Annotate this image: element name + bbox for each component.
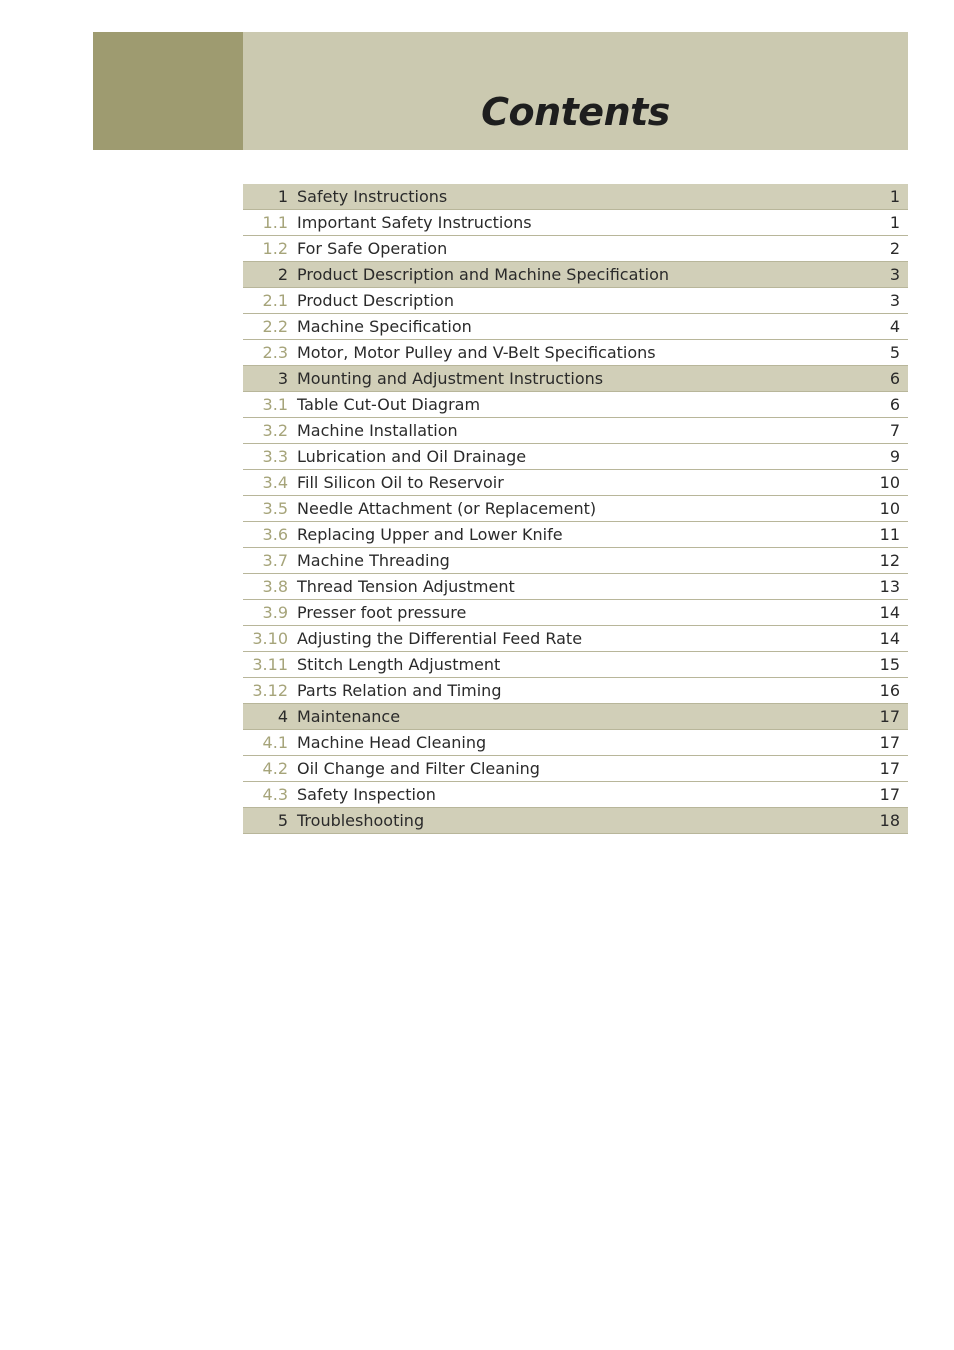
toc-entry-page[interactable]: 10 (879, 499, 900, 518)
toc-entry-number: 3.1 (262, 395, 288, 414)
toc-entry-title[interactable]: Parts Relation and Timing (297, 681, 502, 700)
toc-section-row[interactable] (243, 574, 908, 600)
toc-entry-page[interactable]: 18 (879, 811, 900, 830)
toc-entry-title[interactable]: Mounting and Adjustment Instructions (297, 369, 604, 388)
toc-section-row[interactable] (243, 730, 908, 756)
toc-entry-number: 3.4 (262, 473, 288, 492)
toc-entry-number: 2.1 (262, 291, 288, 310)
toc-entry-page[interactable]: 14 (879, 603, 900, 622)
toc-entry-page[interactable]: 5 (889, 343, 900, 362)
toc-entry-page[interactable]: 12 (879, 551, 900, 570)
toc-section-row[interactable] (243, 678, 908, 704)
toc-entry-page[interactable]: 6 (889, 395, 900, 414)
toc-entry-page[interactable]: 17 (879, 759, 900, 778)
toc-entry-title[interactable]: Maintenance (297, 707, 401, 726)
toc-entry-page[interactable]: 16 (879, 681, 900, 700)
toc-section-row[interactable] (243, 444, 908, 470)
toc-section-row[interactable] (243, 522, 908, 548)
toc-section-row[interactable] (243, 470, 908, 496)
toc-entry-number: 3.2 (262, 421, 288, 440)
toc-entry-page[interactable]: 9 (889, 447, 900, 466)
toc-entry-number: 4 (277, 707, 288, 726)
toc-entry-number: 1 (277, 187, 288, 206)
toc-entry-page[interactable]: 2 (889, 239, 900, 258)
toc-entry-title[interactable]: Stitch Length Adjustment (297, 655, 501, 674)
toc-section-row[interactable] (243, 600, 908, 626)
toc-entry-page[interactable]: 17 (879, 707, 900, 726)
toc-entry-number: 2.3 (262, 343, 288, 362)
toc-entry-title[interactable]: Safety Instructions (297, 187, 448, 206)
toc-entry-title[interactable]: Safety Inspection (297, 785, 436, 804)
toc-entry-number: 1.2 (262, 239, 288, 258)
toc-entry-number: 1.1 (262, 213, 288, 232)
toc-entry-number: 3.5 (262, 499, 288, 518)
toc-entry-number: 3.7 (262, 551, 288, 570)
toc-entry-number: 5 (277, 811, 288, 830)
toc-section-row[interactable] (243, 548, 908, 574)
toc-entry-title[interactable]: Machine Threading (297, 551, 450, 570)
toc-entry-title[interactable]: Troubleshooting (297, 811, 425, 830)
toc-entry-page[interactable]: 3 (889, 291, 900, 310)
toc-section-row[interactable] (243, 626, 908, 652)
toc-section-row[interactable] (243, 418, 908, 444)
toc-entry-page[interactable]: 13 (879, 577, 900, 596)
toc-entry-title[interactable]: Product Description (297, 291, 454, 310)
toc-entry-title[interactable]: Motor, Motor Pulley and V-Belt Specifications (297, 343, 656, 362)
toc-entry-number: 4.2 (262, 759, 288, 778)
toc-entry-page[interactable]: 17 (879, 785, 900, 804)
toc-section-row[interactable] (243, 756, 908, 782)
toc-entry-number: 3.3 (262, 447, 288, 466)
toc-entry-page[interactable]: 1 (889, 187, 900, 206)
toc-entry-page[interactable]: 10 (879, 473, 900, 492)
toc-entry-page[interactable]: 6 (889, 369, 900, 388)
toc-entry-page[interactable]: 4 (889, 317, 900, 336)
toc-entry-title[interactable]: Needle Attachment (or Replacement) (297, 499, 597, 518)
toc-entry-page[interactable]: 7 (889, 421, 900, 440)
toc-entry-title[interactable]: Replacing Upper and Lower Knife (297, 525, 563, 544)
toc-entry-number: 4.3 (262, 785, 288, 804)
toc-section-row[interactable] (243, 782, 908, 808)
toc-entry-number: 4.1 (262, 733, 288, 752)
toc-entry-title[interactable]: Machine Installation (297, 421, 458, 440)
toc-entry-number: 3.8 (262, 577, 288, 596)
toc-section-row[interactable] (243, 652, 908, 678)
toc-chapter-row[interactable] (243, 366, 908, 392)
toc-entry-title[interactable]: Presser foot pressure (297, 603, 467, 622)
toc-chapter-row[interactable] (243, 262, 908, 288)
toc-chapter-row[interactable] (243, 184, 908, 210)
toc-entry-title[interactable]: Machine Head Cleaning (297, 733, 487, 752)
toc-entry-page[interactable]: 17 (879, 733, 900, 752)
toc-entry-number: 3.10 (252, 629, 288, 648)
toc-chapter-row[interactable] (243, 808, 908, 834)
table-of-contents (243, 184, 908, 834)
page-title: Contents (481, 90, 670, 134)
toc-section-row[interactable] (243, 210, 908, 236)
toc-entry-number: 3 (277, 369, 288, 388)
header-accent-block (93, 32, 243, 150)
toc-entry-number: 2.2 (262, 317, 288, 336)
toc-entry-page[interactable]: 3 (889, 265, 900, 284)
toc-entry-number: 3.6 (262, 525, 288, 544)
toc-entry-title[interactable]: Product Description and Machine Specification (297, 265, 670, 284)
toc-entry-page[interactable]: 11 (879, 525, 900, 544)
toc-entry-title[interactable]: For Safe Operation (297, 239, 448, 258)
toc-entry-title[interactable]: Table Cut-Out Diagram (297, 395, 481, 414)
toc-entry-page[interactable]: 15 (879, 655, 900, 674)
toc-entry-title[interactable]: Machine Specification (297, 317, 472, 336)
toc-chapter-row[interactable] (243, 704, 908, 730)
toc-entry-title[interactable]: Oil Change and Filter Cleaning (297, 759, 540, 778)
toc-entry-title[interactable]: Lubrication and Oil Drainage (297, 447, 527, 466)
toc-entry-page[interactable]: 14 (879, 629, 900, 648)
toc-section-row[interactable] (243, 288, 908, 314)
toc-entry-title[interactable]: Thread Tension Adjustment (297, 577, 515, 596)
toc-entry-number: 3.11 (252, 655, 288, 674)
toc-entry-number: 2 (277, 265, 288, 284)
toc-section-row[interactable] (243, 496, 908, 522)
toc-entry-title[interactable]: Fill Silicon Oil to Reservoir (297, 473, 504, 492)
toc-entry-title[interactable]: Important Safety Instructions (297, 213, 532, 232)
toc-section-row[interactable] (243, 314, 908, 340)
toc-entry-title[interactable]: Adjusting the Differential Feed Rate (297, 629, 583, 648)
toc-section-row[interactable] (243, 340, 908, 366)
toc-entry-page[interactable]: 1 (889, 213, 900, 232)
toc-entry-number: 3.12 (252, 681, 288, 700)
toc-section-row[interactable] (243, 392, 908, 418)
toc-entry-number: 3.9 (262, 603, 288, 622)
toc-section-row[interactable] (243, 236, 908, 262)
